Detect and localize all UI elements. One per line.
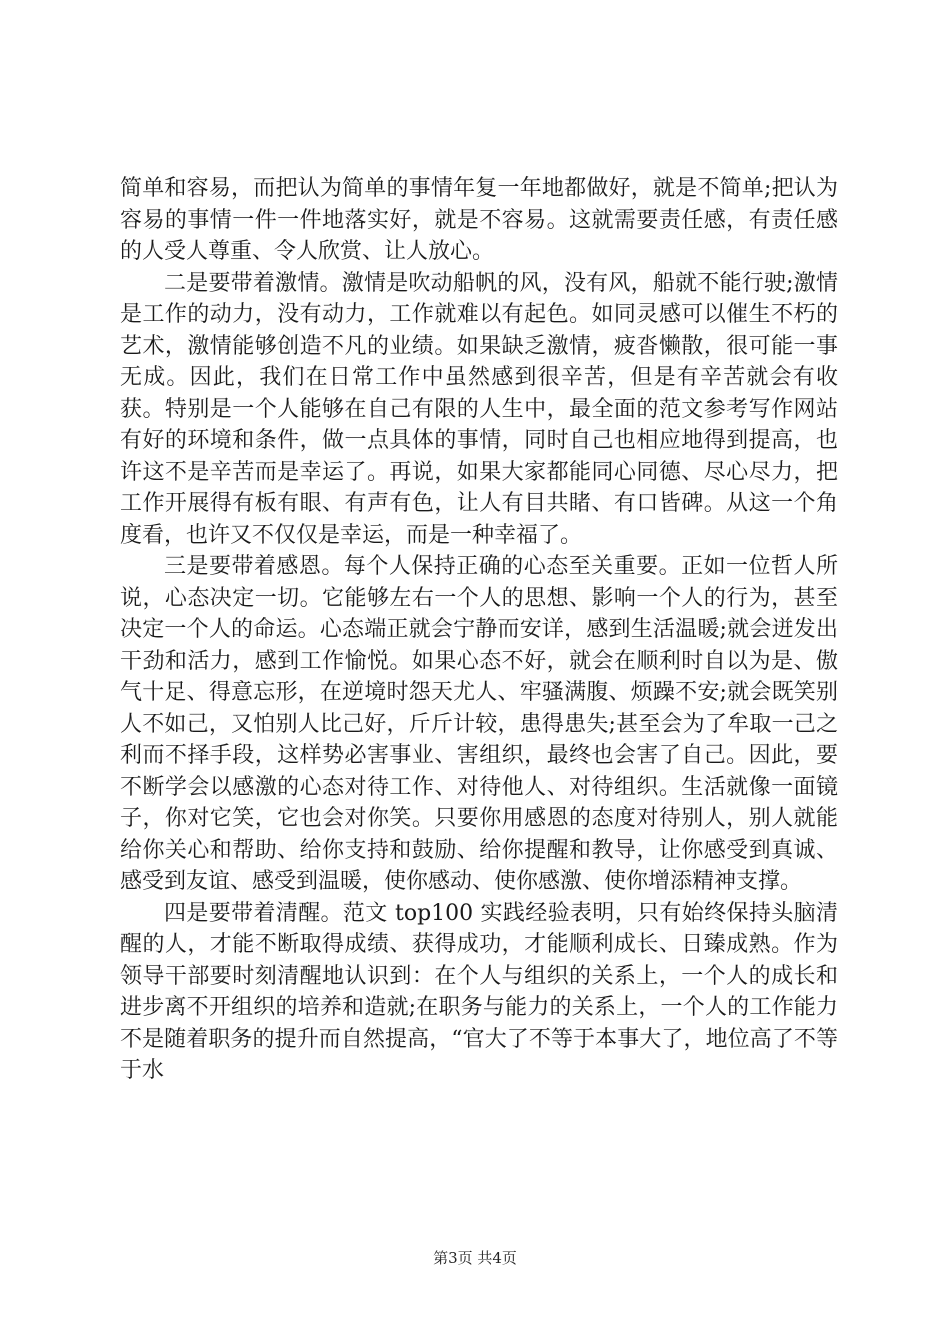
- paragraph-3: 三是要带着感恩。每个人保持正确的心态至关重要。正如一位哲人所说，心态决定一切。它能够左右一个人的思想、影响一个人的行为，甚至决定一个人的命运。心态端正就会宁静而安详，感到生活温暖;就会迸发出干劲和活力，感到工作愉悦。如果心态不好，就会在顺利时自以为是、傲气十足、得意忘形，在逆境时怨天尤人、牢骚满腹、烦躁不安;就会既笑别人不如己，又怕别人比己好，斤斤计较，患得患失;甚至会为了牟取一己之利而不择手段，这样势必害事业、害组织，最终也会害了自己。因此，要不断学会以感激的心态对待工作、对待他人、对待组织。生活就像一面镜子，你对它笑，它也会对你笑。只要你用感恩的态度对待别人，别人就能给你关心和帮助、给你支持和鼓励、给你提醒和教导，让你感受到真诚、感受到友谊、感受到温暖，使你感动、使你感激、使你增添精神支撑。: [120, 554, 838, 894]
- paragraph-2: 二是要带着激情。激情是吹动船帆的风，没有风，船就不能行驶;激情是工作的动力，没有动力，工作就难以有起色。如同灵感可以催生不朽的艺术，激情能够创造不凡的业绩。如果缺乏激情，疲沓懒散，很可能一事无成。因此，我们在日常工作中虽然感到很辛苦，但是有辛苦就会有收获。特别是一个人能够在自己有限的人生中，最全面的范文参考写作网站有好的环境和条件，做一点具体的事情，同时自己也相应地得到提高，也许这不是辛苦而是幸运了。再说，如果大家都能同心同德、尽心尽力，把工作开展得有板有眼、有声有色，让人有目共睹、有口皆碑。从这一个角度看，也许又不仅仅是幸运，而是一种幸福了。: [120, 270, 838, 548]
- body-text: [120, 173, 838, 1087]
- paragraph-4: 四是要带着清醒。范文 top100 实践经验表明，只有始终保持头脑清醒的人，才能不断取得成绩、获得成功，才能顺利成长、日臻成熟。作为领导干部要时刻清醒地认识到：在个人与组织的关系上，一个人的成长和进步离不开组织的培养和造就;在职务与能力的关系上，一个人的工作能力不是随着职务的提升而自然提高，“官大了不等于本事大了，地位高了不等于水: [120, 900, 838, 1083]
- page-number-footer: 第3页 共4页: [433, 1249, 517, 1267]
- paragraph-1: 简单和容易，而把认为简单的事情年复一年地都做好，就是不简单;把认为容易的事情一件一件地落实好，就是不容易。这就需要责任感，有责任感的人受人尊重、令人欣赏、让人放心。: [120, 176, 838, 264]
